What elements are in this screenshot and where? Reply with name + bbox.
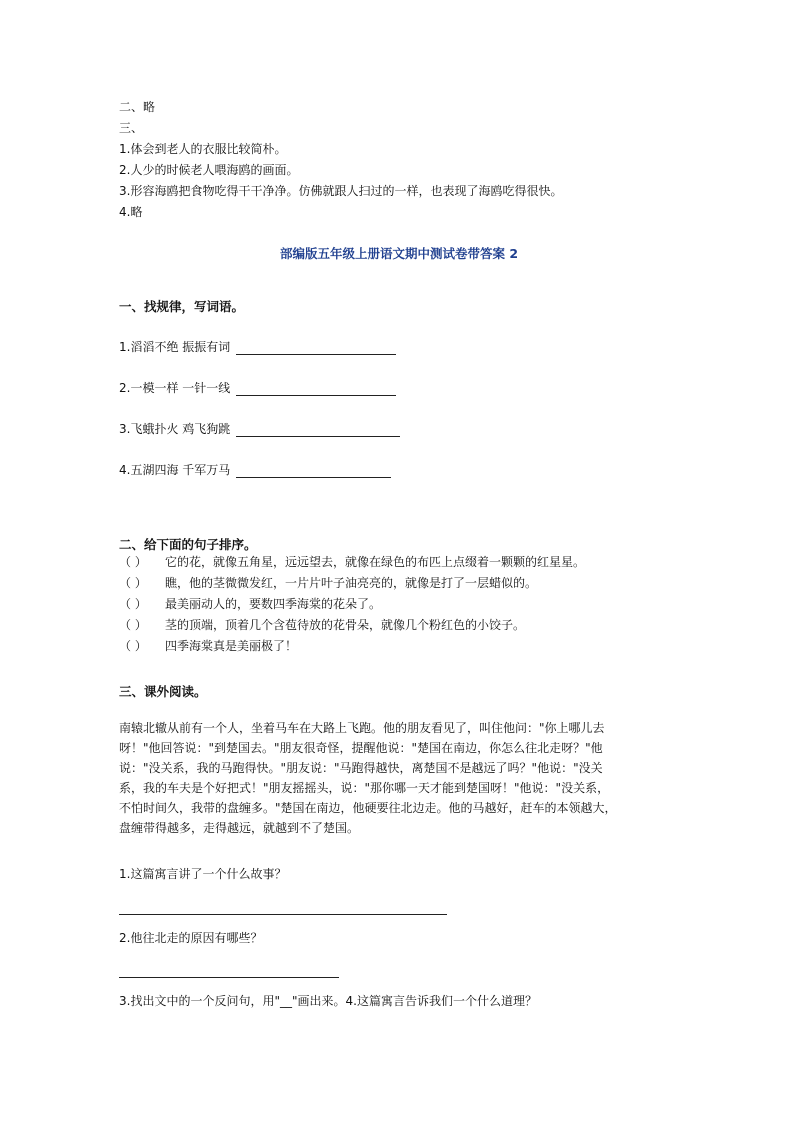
order-blank[interactable]: （ ） [119,597,147,611]
order-item [119,638,297,654]
order-text: 茎的顶端，顶着几个含苞待放的花骨朵，就像几个粉红色的小饺子。 [165,618,526,632]
answer-line: 4.略 [119,205,143,219]
answer-line: 1.体会到老人的衣服比较简朴。 [119,142,287,156]
order-text: 瞧，他的茎微微发红，一片片叶子油亮亮的，就像是打了一层蜡似的。 [165,576,538,590]
question: 2.他往北走的原因有哪些？ [119,931,263,945]
order-text: 最美丽动人的，要数四季海棠的花朵了。 [165,597,382,611]
fill-item [119,462,391,478]
fill-item [119,339,396,355]
question: 3.找出文中的一个反问句，用"__"画出来。4.这篇寓言告诉我们一个什么道理？ [119,994,537,1008]
answer-line: 二、略 [119,100,156,114]
order-blank[interactable]: （ ） [119,618,147,632]
answer-line: 3.形容海鸥把食物吃得干干净净。仿佛就跟人扫过的一样，也表现了海鸥吃得很快。 [119,184,563,198]
order-blank[interactable]: （ ） [119,555,147,569]
answer-blank[interactable] [236,383,396,396]
answer-line-blank[interactable] [119,914,447,915]
section-heading: 二、给下面的句子排序。 [119,537,257,552]
order-item [119,596,381,612]
order-blank[interactable]: （ ） [119,639,147,653]
fill-item [119,380,396,396]
answer-line-blank[interactable] [119,977,339,978]
order-item [119,617,525,633]
order-blank[interactable]: （ ） [119,576,147,590]
fill-item-text: 2.一模一样 一针一线 [119,381,231,395]
order-text: 四季海棠真是美丽极了！ [165,639,298,653]
question: 1.这篇寓言讲了一个什么故事？ [119,867,287,881]
answer-blank[interactable] [236,342,396,355]
answer-line: 三、 [119,121,144,135]
answer-line: 2.人少的时候老人喂海鸥的画面。 [119,163,299,177]
fill-item [119,421,400,437]
answer-blank[interactable] [236,465,391,478]
fill-item-text: 1.滔滔不绝 振振有词 [119,340,231,354]
page-title: 部编版五年级上册语文期中测试卷带答案 2 [279,246,519,261]
section-heading: 一、找规律，写词语。 [119,299,245,314]
section-heading: 三、课外阅读。 [119,684,207,699]
order-text: 它的花，就像五角星，远远望去，就像在绿色的布匹上点缀着一颗颗的红星星。 [165,555,586,569]
order-item [119,575,537,591]
reading-passage: 南辕北辙从前有一个人，坐着马车在大路上飞跑。他的朋友看见了，叫住他问："你上哪儿去呀！"他回答说："到楚国去。"朋友很奇怪，提醒他说："楚国在南边，你怎么往北走呀？"他说："没关系，我的马跑得快。"朋友说："马跑得越快，离楚国不是越远了吗？"他说："没关系，我的车夫是个好把式！"朋友摇摇头，说："那你哪一天才能到楚国呀！"他说："没关系，不怕时间久，我带的盘缠多。"楚国在南边，他硬要往北边走。他的马越好，赶车的本领越大，盘缠带得越多，走得越远，就越到不了楚国。 [119,721,617,835]
fill-item-text: 3.飞蛾扑火 鸡飞狗跳 [119,422,231,436]
order-item [119,554,585,570]
answer-blank[interactable] [236,424,400,437]
fill-item-text: 4.五湖四海 千军万马 [119,463,231,477]
